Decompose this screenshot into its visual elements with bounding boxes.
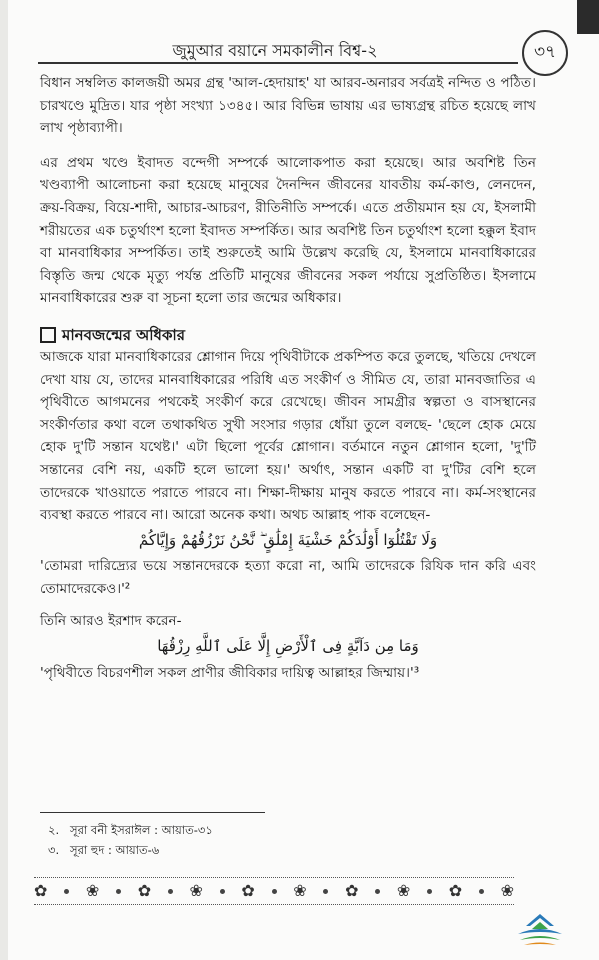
paragraph-1: বিধান সম্বলিত কালজয়ী অমর গ্রন্থ 'আল-হেদায়াহ' যা আরব-অনারব সর্বত্রই নন্দিত ও পঠিত। চারখণ্ডে মুদ্রিত। যার পৃষ্ঠা সংখ্যা ১৩৪৫। আর বিভিন্ন ভাষায় এর ভাষ্যগ্রন্থ রচিত হয়েছে লাখ লাখ পৃষ্ঠাব্যাপী। [40,75,536,137]
square-bullet-icon [40,327,56,343]
page-edge-strip [0,0,8,960]
dot-icon [64,889,69,894]
flower-icon: ✿ [345,881,359,900]
dot-icon [427,889,432,894]
flower-icon: ✿ [137,881,152,900]
section-heading-text: মানবজন্মের অধিকার [62,325,186,344]
flower-icon: ❀ [293,881,307,900]
dot-icon [323,889,328,894]
flower-icon: ✿ [241,881,255,900]
dot-icon [168,889,173,894]
section-heading [40,324,536,346]
arabic-verse-2: وَمَا مِن دَآبَّةٍ فِى ٱلْأَرْضِ إِلَّا عَلَى ٱللَّهِ رِزْقُهَا [157,637,419,656]
main-text [40,72,536,684]
page-number-badge: ৩৭ [522,30,568,76]
footnote-item [48,840,213,860]
flower-icon: ❀ [189,881,203,900]
arabic-verse-1: وَلَا تَقْتُلُوٓا أَوْلَٰدَكُمْ خَشْيَةَ إِمْلَٰقٍ ۖ نَّحْنُ نَرْزُقُهُمْ وَإِيَّاكُمْ [138,530,438,549]
footnote-item [48,820,213,840]
flower-icon: ❀ [396,881,411,900]
footnote-number: ৩. [48,843,60,857]
footnotes [48,820,213,860]
running-header: জুমুআর বয়ানে সমকালীন বিশ্ব-২ [172,41,378,60]
dot-icon [220,889,225,894]
paragraph-2: এর প্রথম খণ্ডে ইবাদত বন্দেগী সম্পর্কে আলোকপাত করা হয়েছে। আর অবশিষ্ট তিন খণ্ডব্যাপী আলোচনা করা হয়েছে মানুষের দৈনন্দিন জীবনের যাবতীয় কর্ম-কাণ্ড, লেনদেন, ক্রয়-বিক্রয়, বিয়ে-শাদী, আচার-আচরণ, রীতিনীতি সম্পর্কে। এতে প্রতীয়মান হয় যে, ইসলামী শরীয়তের এক চতুর্থাংশ হলো ইবাদত সম্পর্কিত। আর অবশিষ্ট তিন চতুর্থাংশ হলো হক্কুল ইবাদ বা মানবাধিকার সম্পর্কিত। তাই শুরুতেই আমি উল্লেখ করেছি যে, ইসলামে মানবাধিকারের বিস্তৃতি জন্ম থেকে মৃত্যু পর্যন্ত প্রতিটি মানুষের জীবনের সকল পর্যায়ে সুপ্রতিষ্ঠিত। ইসলামে মানবাধিকারের শুরু বা সূচনা হলো তার জন্মের অধিকার। [40,154,536,307]
intro-2: তিনি আরও ইরশাদ করেন- [40,613,182,630]
footnote-number: ২. [48,823,60,837]
footnote-text: সূরা বনী ইসরাঈল : আয়াত-৩১ [70,823,213,837]
dot-icon [272,889,277,894]
publisher-logo-icon [510,910,570,950]
footnote-text: সূরা হুদ : আয়াত-৬ [70,843,160,857]
floral-ornament-border [34,877,514,905]
corner-tab [577,0,599,34]
flower-icon: ❀ [85,881,100,900]
translation-1: 'তোমরা দারিদ্র্যের ভয়ে সন্তানদেরকে হত্যা করো না, আমি তাদেরকে রিযিক দান করি এবং তোমাদেরকেও।'² [40,558,536,597]
header-divider [38,62,518,64]
footnote-divider [40,812,265,813]
translation-2: 'পৃথিবীতে বিচরণশীল সকল প্রাণীর জীবিকার দায়িত্ব আল্লাহর জিম্মায়।'³ [40,664,420,681]
dot-icon [375,889,380,894]
flower-icon: ❀ [500,881,514,900]
flower-icon: ✿ [34,881,48,900]
flower-icon: ✿ [448,881,463,900]
section-paragraph: আজকে যারা মানবাধিকারের শ্লোগান দিয়ে পৃথিবীটাকে প্রকম্পিত করে তুলছে, খতিয়ে দেখলে দেখা যায় যে, তাদের মানবাধিকারের পরিধি এত সংকীর্ণ ও সীমিত যে, তারা মানবজাতির এ পৃথিবীতে আগমনের পথকেই সংকীর্ণ করে রেখেছে। জীবন সামগ্রীর স্বল্পতা ও বাসস্থানের সংকীর্ণতার কথা বলে তথাকথিত সুখী সংসার গড়ার ধোঁয়া তুলে বলছে- 'ছেলে হোক মেয়ে হোক দু'টি সন্তান যথেষ্ট।' এটা ছিলো পূর্বের শ্লোগান। বর্তমানে নতুন শ্লোগান হলো, 'দু'টি সন্তানের বেশি নয়, একটি হলে ভালো হয়।' অর্থাৎ, সন্তান একটি বা দু'টির বেশি হলে তাদেরকে খাওয়াতে পরাতে পারবে না। শিক্ষা-দীক্ষায় মানুষ করতে পারবে না। কর্ম-সংস্থানের ব্যবস্থা করতে পারবে না। আরো অনেক কথা। অথচ আল্লাহ পাক বলেছেন- [40,348,536,524]
dot-icon [116,889,121,894]
dot-icon [479,889,484,894]
